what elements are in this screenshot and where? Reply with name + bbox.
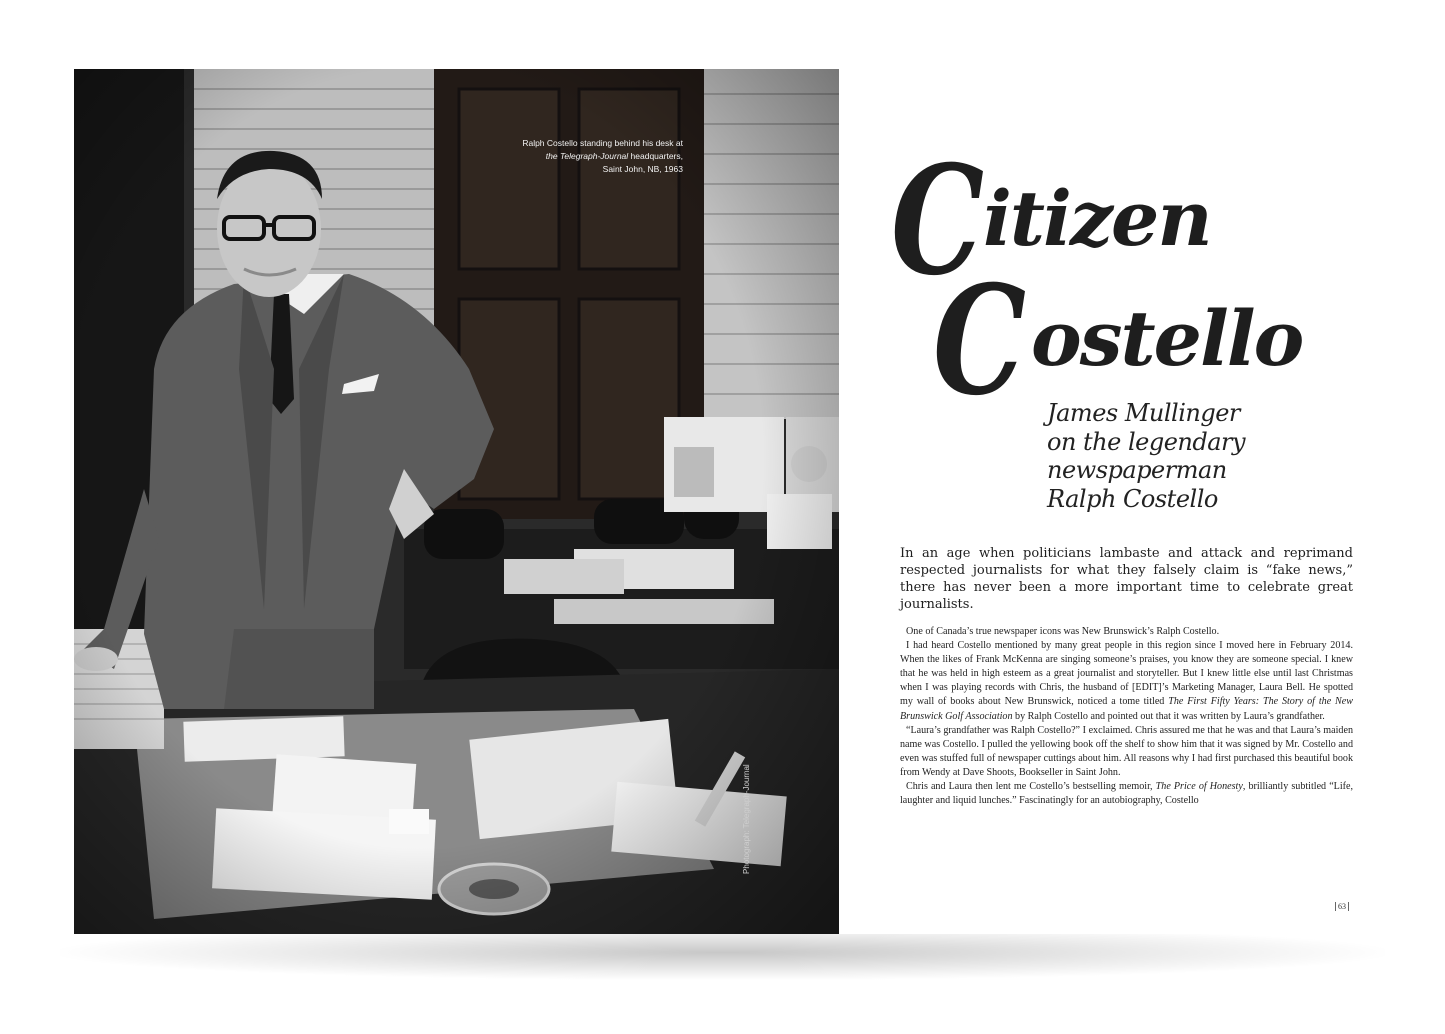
article-page xyxy=(839,69,1371,934)
title-initial-2: C xyxy=(933,253,1025,429)
body-paragraph xyxy=(900,639,1353,724)
subtitle-line: Ralph Costello xyxy=(1047,484,1218,513)
caption-line-1: Ralph Costello standing behind his desk at xyxy=(522,138,683,148)
body-paragraph: “Laura’s grandfather was Ralph Costello?” I exclaimed. Chris assured me that he was and that Laura’s maiden name was Costello. I pulled the yellowing book off the shelf to show him that it was signed by Mr. Costello and even was stuffed full of newspaper cuttings about him. All reasons why I had first purchased this beautiful book from Wendy at Dave Shoots, Bookseller in Saint John. xyxy=(900,724,1353,778)
title-word-1: itizen xyxy=(983,174,1211,263)
caption-line-2 xyxy=(463,150,683,163)
caption-newspaper-name: the Telegraph-Journal xyxy=(545,151,629,161)
subtitle-line: James Mullinger xyxy=(1047,399,1240,427)
photo-caption xyxy=(463,137,683,176)
body-paragraph: One of Canada’s true newspaper icons was New Brunswick’s Ralph Costello. xyxy=(906,626,1220,637)
caption-line-2-rest: headquarters, xyxy=(628,151,683,161)
body-text-run: I had heard Costello mentioned by many great people in this region since I moved here in February 2014. When the likes of Frank McKenna are singing someone’s praises, you know they are someone special. I knew that he was held in high esteem as a great journalist and storyteller. But I knew little else until last Christmas when I was playing records with Chris, the husband of [EDIT]’s Marketing Manager, Laura Bell. He spotted my wall of books about New Brunswick, noticed a tome titled xyxy=(900,640,1353,708)
body-text-run: by Ralph Costello and pointed out that it was written by Laura’s grandfather. xyxy=(1012,710,1325,722)
body-text-run: Chris and Laura then lent me Costello’s bestselling memoir, xyxy=(906,781,1156,793)
title-word-2: ostello xyxy=(1031,294,1303,383)
subtitle-line: on the legendary xyxy=(1047,427,1246,456)
title-initial-1: C xyxy=(891,133,983,309)
article-subtitle xyxy=(1047,399,1287,513)
page-number: 63 xyxy=(1335,902,1349,911)
article-body xyxy=(900,625,1353,808)
book-title: The Price of Honesty xyxy=(1155,781,1243,793)
subtitle-line: newspaperman xyxy=(1047,456,1227,484)
caption-line-3: Saint John, NB, 1963 xyxy=(602,164,683,174)
standfirst: In an age when politicians lambaste and attack and reprimand respected journalists for what they falsely claim is “fake news,” there has never been a more important time to celebrate great journalists. xyxy=(900,546,1353,612)
body-paragraph xyxy=(900,780,1353,808)
body-text-run: , brilliantly subtitled “Life, laughter and liquid lunches.” Fascinatingly for an autobiography, Costello xyxy=(900,781,1354,807)
book-title: The First Fifty Years: The Story of the New Brunswick Golf Association xyxy=(900,696,1353,722)
photo-illustration xyxy=(74,69,839,934)
magazine-spread xyxy=(74,69,1371,934)
photograph xyxy=(74,69,839,934)
photo-credit: Photograph: Telegraph-Journal xyxy=(742,764,751,874)
